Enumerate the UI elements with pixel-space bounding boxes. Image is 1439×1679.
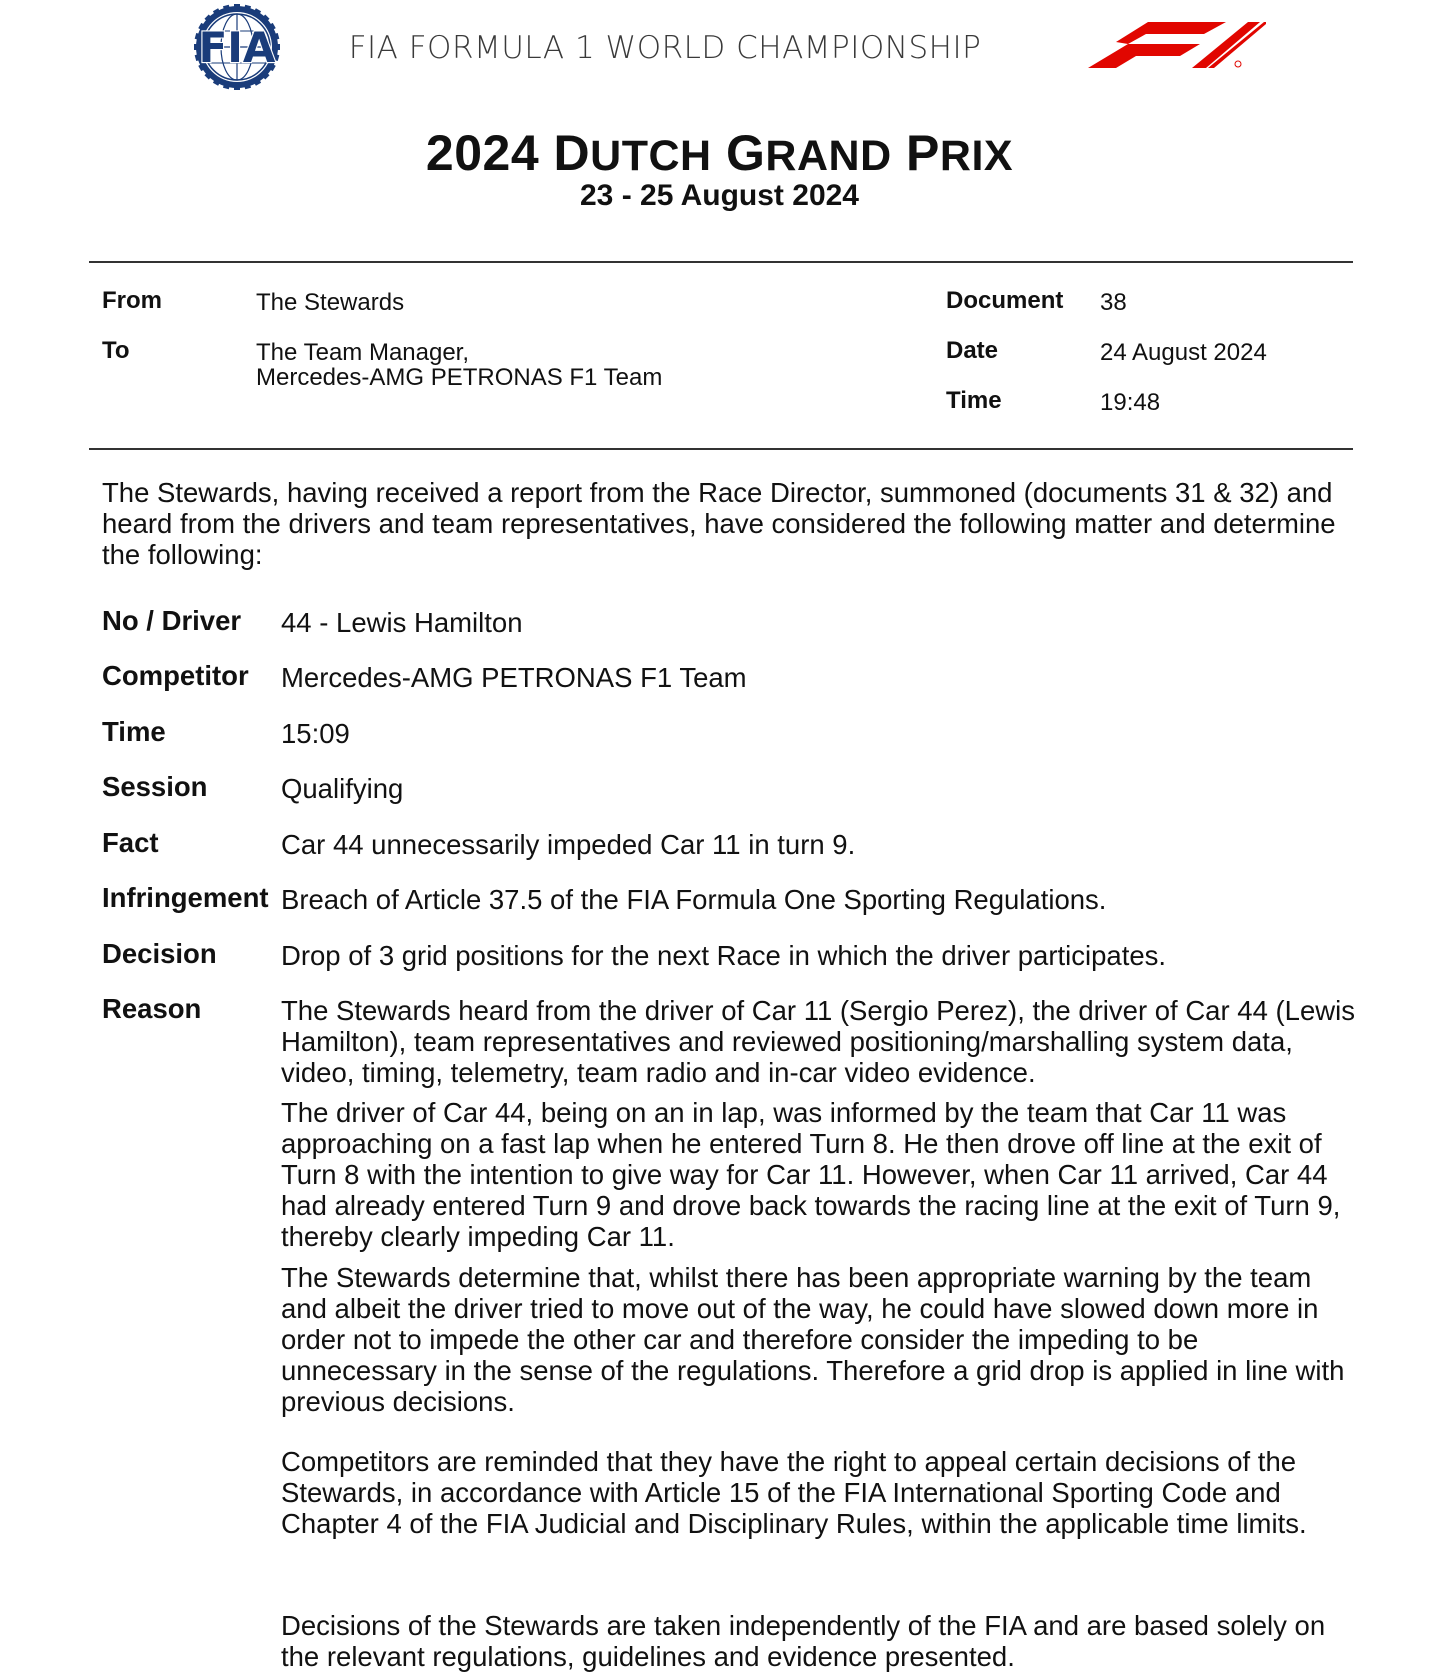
bottom-divider <box>89 448 1353 450</box>
from-value: The Stewards <box>256 289 405 316</box>
date-label: Date <box>946 337 999 364</box>
reason-paragraph-3: The Stewards determine that, whilst there has been appropriate warning by the team and albeit the driver tried to move out of the way, he could have slowed down more in order not to impede the other car and therefore consider the impeding to be unnecessary in the sense of the regulations. Therefore a grid drop is applied in line with previous decisions. <box>281 1262 1345 1417</box>
infringement-label: Infringement <box>102 882 269 913</box>
reason-paragraph-2: The driver of Car 44, being on an in lap, was informed by the team that Car 11 was approaching on a fast lap when he entered Turn 8. He then drove off line at the exit of Turn 8 with the intention to give way for Car 11. However, when Car 11 arrived, Car 44 had already entered Turn 9 and drove back towards the racing line at the exit of Turn 9, thereby clearly impeding Car 11. <box>281 1097 1341 1252</box>
competitor-value: Mercedes-AMG PETRONAS F1 Team <box>281 662 747 693</box>
event-title: 2024 DUTCH GRAND PRIX <box>425 125 1014 181</box>
competitor-label: Competitor <box>102 660 249 691</box>
date-value: 24 August 2024 <box>1100 339 1267 366</box>
decision-value: Drop of 3 grid positions for the next Race in which the driver participates. <box>281 940 1167 971</box>
intro-paragraph: The Stewards, having received a report from the Race Director, summoned (documents 31 & 32) and heard from the drivers and team representatives, have considered the following matter and determine the following: <box>102 477 1336 570</box>
gear-tooth <box>234 4 240 12</box>
reason-paragraph-1: The Stewards heard from the driver of Car 11 (Sergio Perez), the driver of Car 44 (Lewis Hamilton), team representatives and reviewed positioning/marshalling system data, video, timing, telemetry, team radio and in-car video evidence. <box>281 995 1355 1088</box>
driver-label: No / Driver <box>102 605 242 636</box>
reason-label: Reason <box>102 993 202 1024</box>
session-time-label: Time <box>102 716 166 747</box>
to-value-line1: The Team Manager, <box>256 339 470 366</box>
session-label: Session <box>102 771 208 802</box>
fact-label: Fact <box>102 827 159 858</box>
time-value: 19:48 <box>1100 389 1161 416</box>
top-divider <box>89 261 1353 263</box>
decision-label: Decision <box>102 938 217 969</box>
fia-logo-text: FIA <box>198 23 276 72</box>
fia-logo <box>176 4 298 90</box>
to-label: To <box>102 337 130 364</box>
f1-logo <box>1088 22 1266 70</box>
appeal-notice: Competitors are reminded that they have the right to appeal certain decisions of the Stewards, in accordance with Article 15 of the FIA International Sporting Code and Chapter 4 of the FIA Judicial and Disciplinary Rules, within the applicable time limits. <box>281 1446 1307 1539</box>
gear-tooth <box>234 82 240 90</box>
to-value-line2: Mercedes-AMG PETRONAS F1 Team <box>256 364 663 391</box>
session-time-value: 15:09 <box>281 718 350 749</box>
event-dates: 23 - 25 August 2024 <box>579 179 859 212</box>
document-value: 38 <box>1100 289 1127 316</box>
document-label: Document <box>946 287 1064 314</box>
from-label: From <box>102 287 162 314</box>
driver-value: 44 - Lewis Hamilton <box>281 607 523 638</box>
time-label: Time <box>946 387 1002 414</box>
infringement-value: Breach of Article 37.5 of the FIA Formula One Sporting Regulations. <box>281 884 1107 915</box>
fact-value: Car 44 unnecessarily impeded Car 11 in turn 9. <box>281 829 856 860</box>
championship-title: FIA FORMULA 1 WORLD CHAMPIONSHIP <box>348 30 982 66</box>
independence-notice: Decisions of the Stewards are taken independently of the FIA and are based solely on the relevant regulations, guidelines and evidence presented. <box>281 1610 1326 1672</box>
session-value: Qualifying <box>281 773 404 804</box>
